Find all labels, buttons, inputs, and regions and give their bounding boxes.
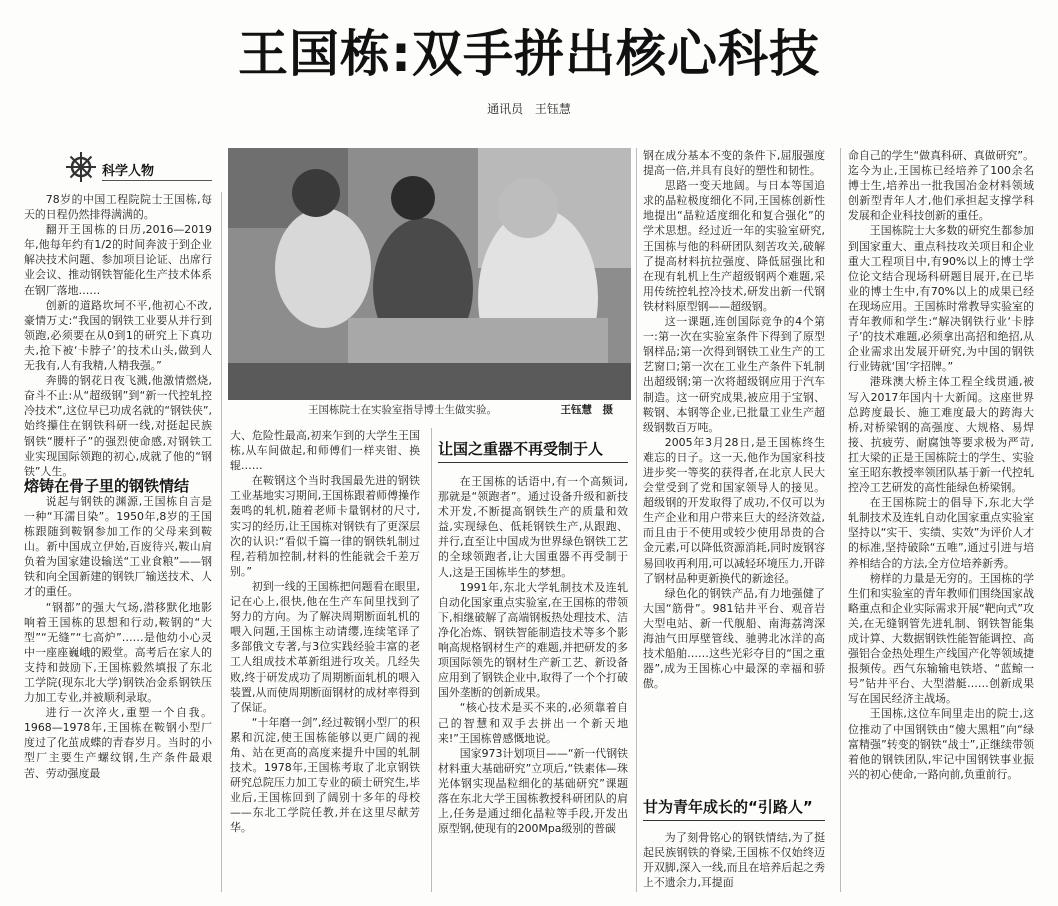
paragraph: 王国栋,这位车间里走出的院士,这位推动了中国钢铁由“傻大黑粗”向“绿富精强”转变的钢铁“战士”,正继续带领着他的钢铁团队,牢记中国钢铁事业振兴的初心使命,一路向前,负重前行。 bbox=[848, 707, 1034, 781]
ship-wheel-icon bbox=[64, 150, 98, 184]
paragraph: 思路一变天地阔。与日本等国追求的晶粒极度细化不同,王国栋创新性地提出“晶粒适度细化和复合强化”的学术思想。经过近一年的实验室研究,王国栋与他的科研团队刻苦攻关,破解了提高材料抗拉强度、降低屈强比和在现有轧机上生产超级钢两个难题,采用传统控轧控冷技术,研发出新一代钢铁材料原型钢——超级钢。 bbox=[643, 179, 825, 313]
column-divider bbox=[431, 428, 432, 892]
section-rule-2 bbox=[438, 462, 628, 463]
byline-author: 王钰慧 bbox=[534, 102, 571, 116]
column-badge-label: 科学人物 bbox=[102, 164, 155, 179]
paragraph: 在鞍钢这个当时我国最先进的钢铁工业基地实习期间,王国栋跟着师傅操作轰鸣的轧机,随着老师卡量钢材的尺寸,实习的经历,让王国栋对钢铁有了更深层次的认识:“看似千篇一律的钢铁轧制过程,若稍加控制,材料的性能就会千差万别。” bbox=[230, 474, 420, 578]
section-title-1: 熔铸在骨子里的钢铁情结 bbox=[24, 476, 190, 495]
column-divider bbox=[636, 148, 637, 892]
paragraph: 翻开王国栋的日历,2016—2019年,他每年约有1/2的时间奔波于到企业解决技术问题、参加项目论证、出席行业会议、推动钢铁智能化生产技术体系在钢厂落地…… bbox=[24, 223, 212, 297]
column-divider bbox=[840, 148, 841, 892]
caption-credit: 王钰慧 摄 bbox=[560, 404, 613, 416]
paragraph: 钢在成分基本不变的条件下,屈服强度提高一倍,并具有良好的塑性和韧性。 bbox=[643, 149, 825, 178]
column-4 bbox=[643, 148, 825, 691]
byline bbox=[0, 100, 1058, 117]
paragraph: 说起与钢铁的渊源,王国栋自言是一种“耳濡目染”。1950年,8岁的王国栋跟随到鞍钢参加工作的父母来到鞍山。新中国成立伊始,百废待兴,鞍山肩负着为国家建设输送“工业食粮”——钢铁和向全国新建的钢铁厂输送技术、人才的重任。 bbox=[24, 494, 212, 599]
headline: 王国栋:双手拼出核心科技 bbox=[238, 25, 820, 83]
paragraph: 为了刻骨铭心的钢铁情结,为了挺起民族钢铁的脊梁,王国栋不仅始终迈开双脚,深入一线,而且在培养后起之秀上不遗余力,耳提面 bbox=[643, 831, 825, 890]
section-title-2: 让国之重器不再受制于人 bbox=[438, 440, 604, 458]
paragraph: 这一课题,连创国际竞争的4个第一:第一次在实验室条件下得到了原型钢样品;第一次得到钢铁工业生产的工艺窗口;第一次在工业生产条件下轧制出超级钢;第一次将超级钢应用于汽车制造。这一研究成果,被应用于宝钢、鞍钢、本钢等企业,已批量工业生产超级钢数百万吨。 bbox=[643, 315, 825, 434]
lab-photo-image bbox=[228, 148, 631, 400]
paragraph: 绿色化的钢铁产品,有力地强健了大国“筋骨”。981钻井平台、观音岩大型电站、新一代舰船、南海荔湾深海油气田厚壁管线、驰骋北冰洋的高技术船舶……这些光彩夺目的“国之重器”,成为王国栋心中最深的幸福和骄傲。 bbox=[643, 586, 825, 691]
column-badge bbox=[64, 150, 214, 184]
paragraph: 在王国栋的话语中,有一个高频词,那就是“领跑者”。通过设备升级和新技术开发,不断提高钢铁生产的质量和效益,实现绿色、低耗钢铁生产,从跟跑、并行,直至让中国成为世界绿色钢铁工艺的全球领跑者,让大国重器不再受制于人,这是王国栋毕生的梦想。 bbox=[438, 475, 628, 579]
paragraph: 奔腾的钢花日夜飞溅,他激情燃烧,奋斗不止:从“超级钢”到“新一代控轧控冷技术”,这位早已功成名就的“钢铁侠”,始终攥住在钢铁科研一线,对挺起民族钢铁“腰杆子”的强烈使命感,对钢铁工业实现国际领跑的初心,成就了他的“钢铁”人生。 bbox=[24, 374, 212, 478]
paragraph: “钢都”的强大气场,潜移默化地影响着王国栋的思想和行动,鞍钢的“大型”“无缝”“七高炉”……是他幼小心灵中一座座巍峨的殿堂。高考后在家人的支持和鼓励下,王国栋毅然填报了东北工学院(现东北大学)钢铁冶金系钢铁压力加工专业,并被顺利录取。 bbox=[24, 600, 212, 705]
paragraph: 初到一线的王国栋把问题看在眼里,记在心上,很快,他在生产车间里找到了努力的方向。为了解决周期断面轧机的喂入问题,王国栋主动请缨,连续笔译了多部俄文专著,与3位实践经验丰富的老工人组成技术革新组进行攻关。几经失败,终于研发成功了周期断面轧机的喂入装置,从而使周期断面钢材的成材率得到了保证。 bbox=[230, 579, 420, 714]
column-4-bottom bbox=[643, 830, 825, 890]
paragraph: “核心技术是买不来的,必须靠着自己的智慧和双手去拼出一个新天地来!”王国栋曾感慨地说。 bbox=[438, 701, 628, 745]
column-1 bbox=[24, 192, 212, 781]
paragraph: 港珠澳大桥主体工程全线贯通,被写入2017年国内十大新闻。这座世界总跨度最长、施工难度最大的跨海大桥,对桥梁钢的高强度、大规格、易焊接、抗疲劳、耐腐蚀等要求极为严苛,扛大梁的正是王国栋院士的学生、实验室王昭东教授率领团队基于新一代控轧控冷工艺研发的高性能绿色桥梁钢。 bbox=[848, 375, 1034, 495]
paragraph: 王国栋院士大多数的研究生都参加到国家重大、重点科技攻关项目和企业重大工程项目中,有90%以上的博士学位论文结合现场科研题目展开,在已毕业的博士生中,有70%以上的成果已经在现场应用。王国栋时常教导实验室的青年教师和学生:“解决钢铁行业‘卡脖子’的技术难题,必须拿出高招和绝招,从企业需求出发展开研究,为中国的钢铁行业铸就‘国’字招牌。” bbox=[848, 224, 1034, 374]
byline-role: 通讯员 bbox=[487, 102, 524, 116]
paragraph: 榜样的力量是无穷的。王国栋的学生们和实验室的青年教师们围绕国家战略重点和企业实际需求开展“靶向式”攻关,在无缝钢管先进轧制、钢铁智能集成计算、大数据钢铁性能智能调控、高强铝合金热处理生产线国产化等领域捷报频传。西气东输输电铁塔、“蓝鲸一号”钻井平台、大型潜艇……创新成果写在国民经济主战场。 bbox=[848, 571, 1034, 706]
column-divider bbox=[221, 192, 222, 892]
paragraph: 进行一次淬火,重塑一个自我。1968—1978年,王国栋在鞍钢小型厂度过了化茧成蝶的青春岁月。当时的小型厂主要生产螺纹钢,生产条件最艰苦、劳动强度最 bbox=[24, 706, 212, 780]
section-title-3: 甘为青年成长的“引路人” bbox=[643, 798, 813, 816]
paragraph: 创新的道路坎坷不平,他初心不改,豪情万丈:“我国的钢铁工业要从并行到领跑,必须要在从0到1的研究上下真功夫,抢下被‘卡脖子’的技术山头,做到人无我有,人有我精,人精我强。” bbox=[24, 298, 212, 373]
column-3 bbox=[438, 474, 628, 836]
paragraph: 78岁的中国工程院院士王国栋,每天的日程仍然排得满满的。 bbox=[24, 193, 212, 222]
paragraph: 国家973计划项目——“新一代钢铁材料重大基础研究”立项后,“铁素体—珠光体钢实现晶粒细化的基础研究”课题落在东北大学王国栋教授科研团队的肩上,任务是通过细化晶粒等手段,开发出原型钢,使现有的200Mpa级别的普碳 bbox=[438, 746, 628, 836]
paragraph: 1991年,东北大学轧制技术及连轧自动化国家重点实验室,在王国栋的带领下,相继破解了高端钢板热处理技术、洁净化冶炼、钢铁智能制造技术等多个影响高规格钢材生产的难题,并把研发的多项国际领先的钢材生产新工艺、新设备应用到了钢铁企业中,取得了一个个打破国外垄断的创新成果。 bbox=[438, 580, 628, 700]
lab-photo bbox=[228, 148, 631, 400]
paragraph: 命自己的学生“做真科研、真做研究”。迄今为止,王国栋已经培养了100余名博士生,培养出一批我国冶金材料领域创新型青年人才,他们承担起支撑学科发展和企业科技创新的重任。 bbox=[848, 149, 1034, 223]
paragraph: “十年磨一剑”,经过鞍钢小型厂的积累和沉淀,使王国栋能够以更广阔的视角、站在更高的高度来提升中国的轧制技术。1978年,王国栋考取了北京钢铁研究总院压力加工专业的硕士研究生,毕业后,王国栋回到了阔别十多年的母校——东北工学院任教,并在这里尽献芳华。 bbox=[230, 715, 420, 835]
paragraph: 大、危险性最高,初来乍到的大学生王国栋,从车间做起,和师傅们一样夹钳、换辊…… bbox=[230, 429, 420, 473]
section-rule-3 bbox=[643, 820, 825, 821]
caption-text: 王国栋院士在实验室指导博士生做实验。 bbox=[308, 404, 497, 416]
column-2 bbox=[230, 428, 420, 836]
badge-underline bbox=[102, 180, 212, 181]
paragraph: 在王国栋院士的倡导下,东北大学轧制技术及连轧自动化国家重点实验室坚持以“实干、实绩、实效”为评价人才的标准,坚持破除“五唯”,通过引进与培养相结合的方法,全方位培养新秀。 bbox=[848, 496, 1034, 570]
paragraph: 2005年3月28日,是王国栋终生难忘的日子。这一天,他作为国家科技进步奖一等奖的获得者,在北京人民大会堂受到了党和国家领导人的接见。超级钢的开发取得了成功,不仅可以为生产企业和用户带来巨大的经济效益,而且由于不使用或较少使用昂贵的合金元素,可以降低资源消耗,同时废钢容易回收再利用,可以减轻环境压力,开辟了钢材品种更新换代的新途径。 bbox=[643, 435, 825, 585]
column-5 bbox=[848, 148, 1034, 782]
